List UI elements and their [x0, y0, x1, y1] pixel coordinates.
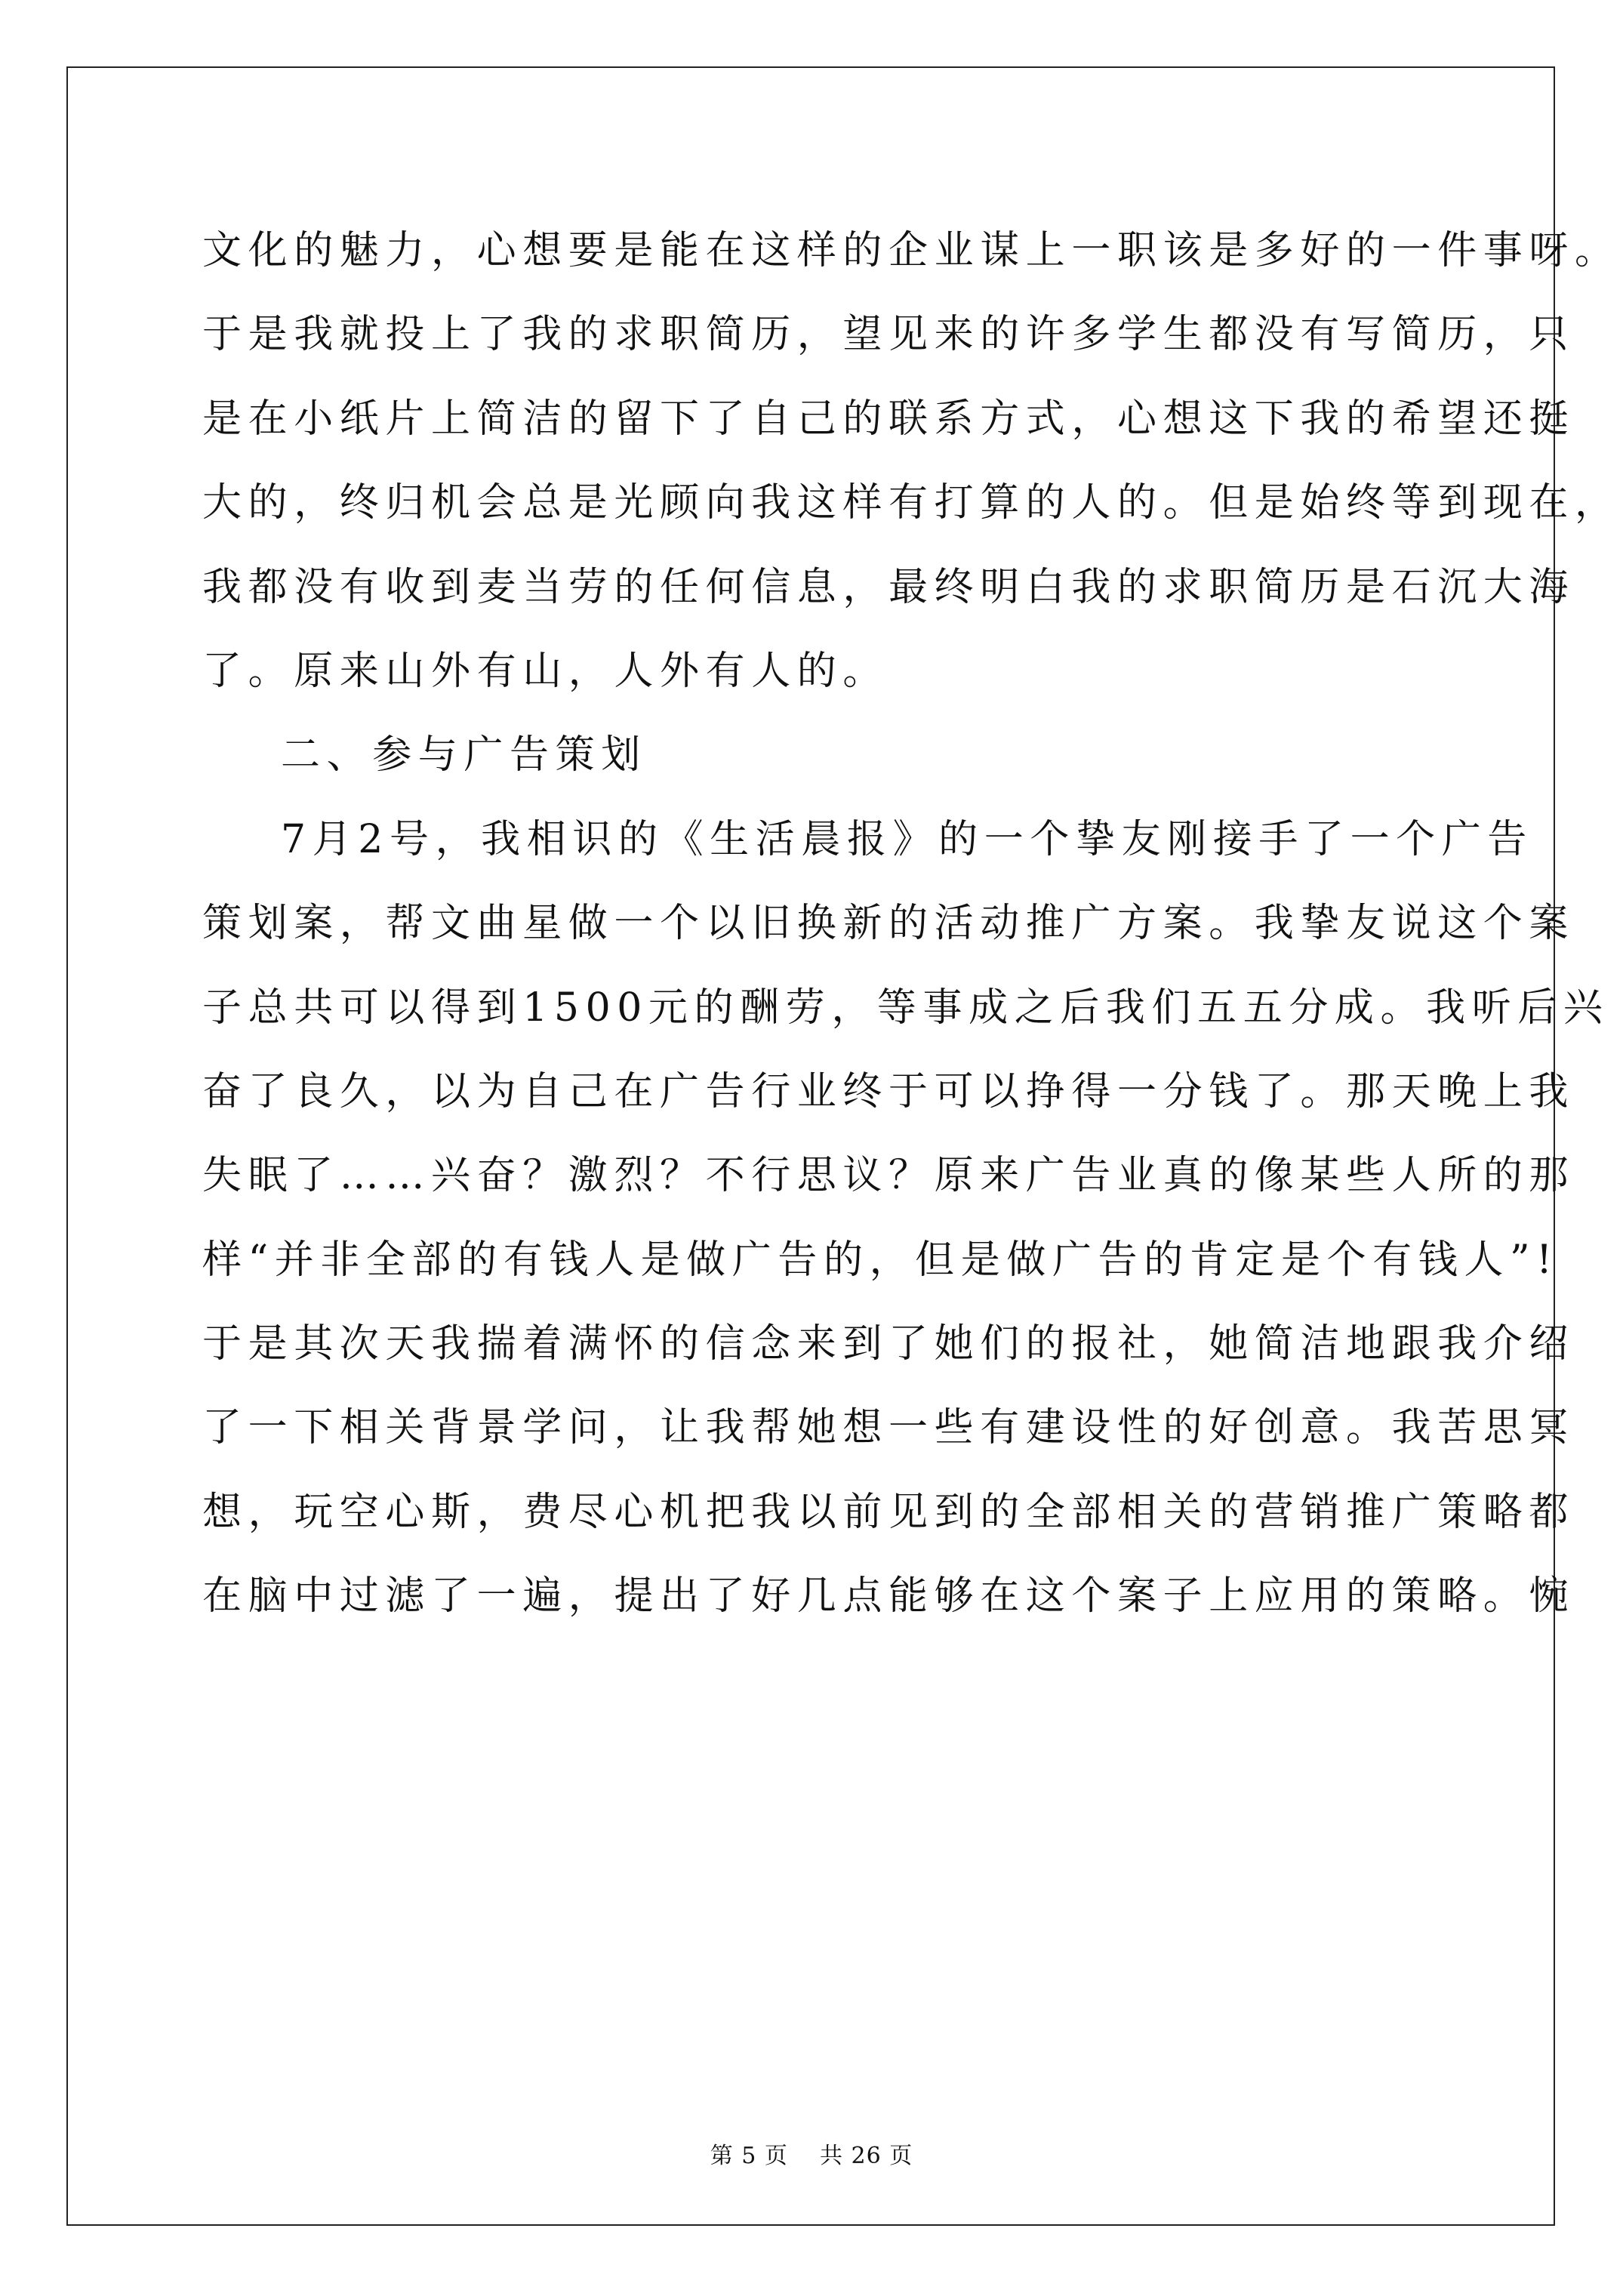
text-line: 了一下相关背景学问，让我帮她想一些有建设性的好创意。我苦思冥: [202, 1405, 1575, 1451]
text-line: 是在小纸片上简洁的留下了自己的联系方式，心想这下我的希望还挺: [202, 396, 1575, 442]
text-line: 子总共可以得到1500元的酬劳，等事成之后我们五五分成。我听后兴: [202, 985, 1609, 1031]
text-line: 大的，终归机会总是光顾向我这样有打算的人的。但是始终等到现在，: [202, 480, 1621, 526]
text-line: 样“并非全部的有钱人是做广告的，但是做广告的肯定是个有钱人”!: [202, 1237, 1559, 1283]
text-line: 策划案，帮文曲星做一个以旧换新的活动推广方案。我挚友说这个案: [202, 901, 1575, 947]
section-heading: 二、参与广告策划: [281, 732, 647, 778]
text-line: 失眠了……兴奋？激烈？不行思议？原来广告业真的像某些人所的那: [202, 1153, 1575, 1199]
text-line: 文化的魅力，心想要是能在这样的企业谋上一职该是多好的一件事呀。: [202, 228, 1621, 273]
text-line: 奋了良久，以为自己在广告行业终于可以挣得一分钱了。那天晚上我: [202, 1068, 1575, 1114]
text-line: 了。原来山外有山，人外有人的。: [202, 648, 889, 694]
text-line: 于是其次天我揣着满怀的信念来到了她们的报社，她简洁地跟我介绍: [202, 1321, 1575, 1367]
text-line: 在脑中过滤了一遍，提出了好几点能够在这个案子上应用的策略。惋: [202, 1573, 1575, 1620]
text-line: 于是我就投上了我的求职简历，望见来的许多学生都没有写简历，只: [202, 312, 1575, 358]
page-number-footer: 第 5 页 共 26 页: [710, 2143, 913, 2169]
document-body: [202, 209, 1621, 1639]
text-line: 我都没有收到麦当劳的任何信息，最终明白我的求职简历是石沉大海: [202, 564, 1575, 610]
text-line: 想，玩空心斯，费尽心机把我以前见到的全部相关的营销推广策略都: [202, 1489, 1575, 1535]
paragraph-start-line: 7月2号，我相识的《生活晨报》的一个挚友刚接手了一个广告: [281, 816, 1533, 862]
